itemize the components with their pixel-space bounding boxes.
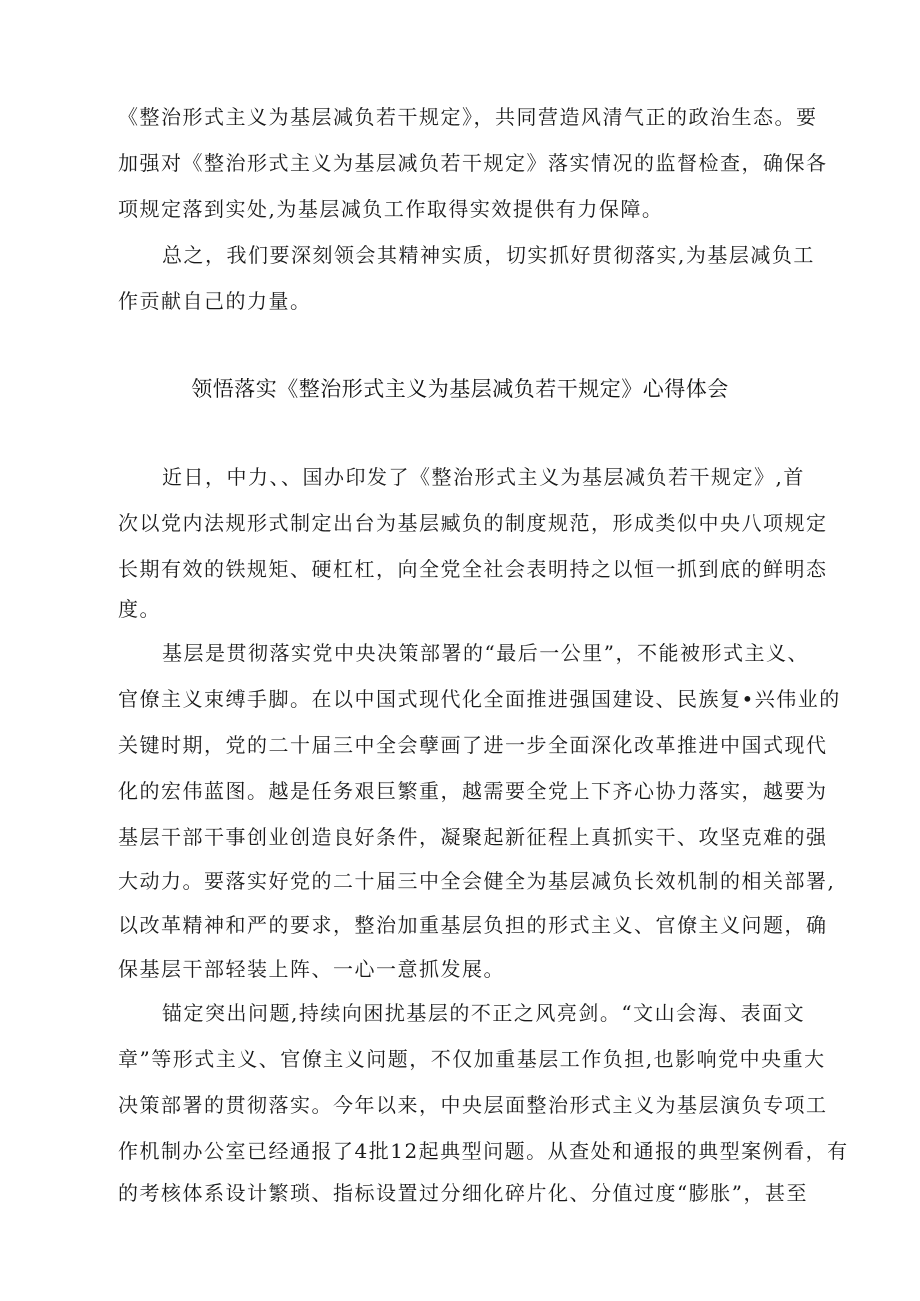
text-line: 决策部署的贯彻落实。今年以来，中央层面整治形式主义为基层演负专项工 [118,1093,828,1117]
section-title: 领悟落实《整治形式主义为基层减负若干规定》心得体会 [191,377,729,401]
text-line: 以改革精神和严的要求，整治加重基层负担的形式主义、官僚主义问题，确 [118,913,828,937]
text-line: 作机制办公室已经通报了4批12起典型问题。从查处和通报的典型案例看，有 [118,1139,849,1163]
text-line: 总之，我们要深刻领会其精神实质，切实抓好贯彻落实,为基层减负工 [162,243,815,267]
text-line: 作贡献自己的力量。 [118,289,312,313]
text-line: 《整治形式主义为基层减负若干规定》，共同营造风清气正的政治生态。要 [118,105,818,129]
text-line: 大动力。要落实好党的二十届三中全会健全为基层减负长效机制的相关部署, [118,869,836,893]
text-line: 加强对《整治形式主义为基层减负若干规定》落实情况的监督检查，确保各 [118,151,828,175]
text-line: 项规定落到实处,为基层减负工作取得实效提供有力保障。 [118,197,664,221]
text-line: 基层干部干事创业创造良好条件，凝聚起新征程上真抓实干、攻坚克难的强 [118,825,828,849]
text-line: 官僚主义束缚手脚。在以中国式现代化全面推进强国建设、民族复•兴伟业的 [118,687,841,711]
text-line: 长期有效的铁规矩、硬杠杠，向全党全社会表明持之以恒一抓到底的鲜明态 [118,557,828,581]
text-line: 章”等形式主义、官僚主义问题，不仅加重基层工作负担,也影响党中央重大 [118,1047,826,1071]
text-line: 次以党内法规形式制定出台为基层臧负的制度规范，形成类似中央八项规定 [118,511,828,535]
text-line: 的考核体系设计繁琐、指标设置过分细化碎片化、分值过度“膨胀”，甚至 [118,1181,808,1205]
text-line: 基层是贯彻落实党中央决策部署的“最后一公里”，不能被形式主义、 [162,641,809,665]
text-line: 度。 [118,597,161,621]
text-line: 保基层干部轻装上阵、一心一意抓发展。 [118,957,505,981]
text-line: 锚定突出问题,持续向困扰基层的不正之风亮剑。“文山会海、表面文 [162,1001,806,1025]
text-line: 关键时期，党的二十届三中全会孽画了进一步全面深化改革推进中国式现代 [118,733,828,757]
text-line: 化的宏伟蓝图。越是任务艰巨繁重，越需要全党上下齐心协力落实，越要为 [118,779,828,803]
text-line: 近日，中力、、国办印发了《整治形式主义为基层减负若干规定》,首 [162,465,805,489]
